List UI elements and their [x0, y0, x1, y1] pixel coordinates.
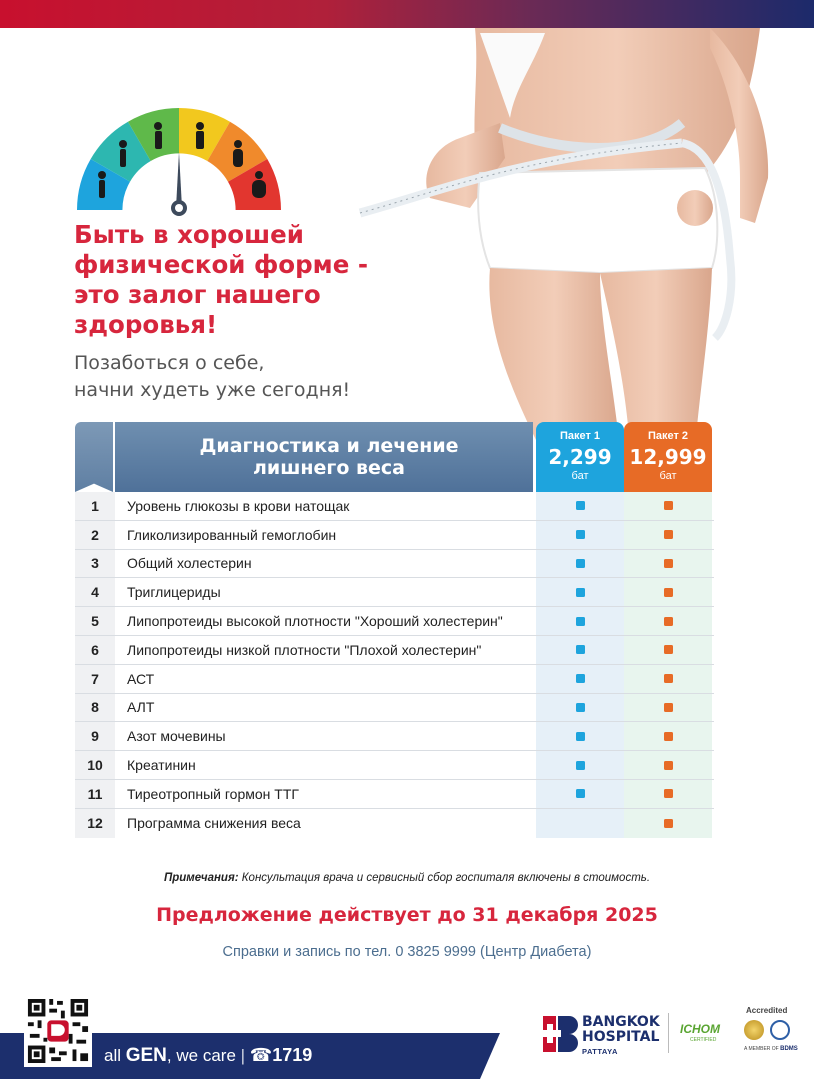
row-number: 3: [75, 550, 115, 578]
qr-code-icon[interactable]: [24, 995, 92, 1067]
package-2-included-icon: [664, 789, 673, 798]
package-1-cell: [536, 809, 624, 838]
row-number: 11: [75, 780, 115, 808]
package-2-included-icon: [664, 559, 673, 568]
accreditation-seal-icon: [770, 1020, 790, 1040]
footer-divider: [668, 1013, 669, 1053]
package-1-price: 2,299: [548, 445, 612, 469]
package-1-included-icon: [576, 703, 585, 712]
member-brand: BDMS: [780, 1046, 798, 1052]
package-2-cell: [624, 809, 712, 838]
footer-tagline: [104, 1045, 312, 1067]
package-1-cell: [536, 578, 624, 606]
package-1-included-icon: [576, 501, 585, 510]
row-number: 9: [75, 722, 115, 750]
package-1-included-icon: [576, 645, 585, 654]
table-title-line: Диагностика и лечение: [199, 435, 459, 457]
table-row: [75, 607, 714, 636]
package-1-included-icon: [576, 732, 585, 741]
row-number: 4: [75, 578, 115, 606]
package-2-cell: [624, 665, 712, 693]
test-name: Уровень глюкозы в крови натощак: [127, 497, 350, 514]
table-row: [75, 809, 714, 838]
test-name: Общий холестерин: [127, 555, 252, 572]
test-name: Гликолизированный гемоглобин: [127, 526, 337, 543]
row-number: 10: [75, 751, 115, 779]
test-name: АСТ: [127, 670, 155, 687]
package-1-cell: [536, 636, 624, 664]
note: [0, 872, 814, 884]
headline-line: это залог нашего: [74, 280, 321, 309]
package-1-name: Пакет 1: [559, 430, 601, 442]
test-name: Креатинин: [127, 757, 196, 774]
subheadline-line: начни худеть уже сегодня!: [74, 379, 351, 401]
row-number: 2: [75, 521, 115, 549]
package-1-included-icon: [576, 674, 585, 683]
package-1-included-icon: [576, 789, 585, 798]
table-row: [75, 578, 714, 607]
table-title-line: лишнего веса: [252, 457, 405, 479]
package-2-cell: [624, 636, 712, 664]
accredited-label: Accredited: [746, 1006, 788, 1015]
test-name: Триглицериды: [127, 584, 221, 601]
hospital-name-line: HOSPITAL: [582, 1029, 660, 1045]
table-row: [75, 636, 714, 665]
subheadline-line: Позаботься о себе,: [74, 352, 265, 374]
hotline-number[interactable]: ☎1719: [249, 1045, 313, 1065]
headline-line: физической форме -: [74, 250, 369, 279]
package-2-included-icon: [664, 703, 673, 712]
package-2-included-icon: [664, 645, 673, 654]
package-2-cell: [624, 722, 712, 750]
bangkok-hospital-logo-icon: [541, 1014, 581, 1058]
package-2-cell: [624, 521, 712, 549]
table-row: [75, 780, 714, 809]
table-header: [75, 422, 714, 492]
table-row: [75, 665, 714, 694]
test-name: Тиреотропный гормон ТТГ: [127, 785, 299, 802]
table-row: [75, 751, 714, 780]
row-number: 12: [75, 809, 115, 838]
table-row: [75, 492, 714, 521]
package-1-header: [536, 422, 624, 492]
ichom-logo: ICHOM: [680, 1022, 720, 1036]
subheadline: [74, 350, 374, 404]
package-2-cell: [624, 578, 712, 606]
model-with-measuring-tape-image: [300, 28, 814, 448]
headline-line: Быть в хорошей: [74, 220, 304, 249]
table-row: [75, 521, 714, 550]
package-2-included-icon: [664, 617, 673, 626]
member-prefix: A MEMBER OF: [744, 1046, 779, 1052]
jci-seal-icon: [744, 1020, 764, 1040]
package-2-cell: [624, 492, 712, 520]
tagline-brand: GEN: [125, 1045, 167, 1066]
package-1-included-icon: [576, 559, 585, 568]
table-row: [75, 722, 714, 751]
package-1-cell: [536, 607, 624, 635]
package-1-included-icon: [576, 617, 585, 626]
row-number: 8: [75, 694, 115, 722]
package-1-cell: [536, 492, 624, 520]
top-gradient-bar: [0, 0, 814, 28]
package-2-included-icon: [664, 501, 673, 510]
package-2-cell: [624, 751, 712, 779]
test-name: Программа снижения веса: [127, 815, 301, 832]
test-name: АЛТ: [127, 699, 155, 716]
table-title: [115, 422, 533, 492]
hospital-name: [582, 1015, 660, 1045]
contact-info: Справки и запись по тел. 0 3825 9999 (Центр Диабета): [222, 944, 592, 960]
package-1-cell: [536, 550, 624, 578]
package-1-cell: [536, 751, 624, 779]
table-header-number-column: [75, 422, 113, 492]
package-1-included-icon: [576, 761, 585, 770]
price-table: [75, 422, 714, 838]
package-1-cell: [536, 780, 624, 808]
bdms-member: [744, 1046, 798, 1052]
package-2-included-icon: [664, 819, 673, 828]
package-2-included-icon: [664, 674, 673, 683]
package-2-name: Пакет 2: [647, 430, 689, 442]
note-text: Консультация врача и сервисный сбор госпиталя включены в стоимость.: [238, 872, 651, 884]
ichom-certified: CERTIFIED: [690, 1037, 717, 1043]
row-number: 5: [75, 607, 115, 635]
package-2-included-icon: [664, 732, 673, 741]
hospital-branch: PATTAYA: [582, 1047, 618, 1056]
package-2-cell: [624, 607, 712, 635]
package-2-header: [624, 422, 712, 492]
package-2-cell: [624, 550, 712, 578]
note-label: Примечания:: [163, 872, 239, 884]
offer-text: Предложение действует до 31 декабря 2025: [156, 904, 658, 926]
package-1-included-icon: [576, 530, 585, 539]
table-row: [75, 550, 714, 579]
tagline-suffix: , we care: [166, 1046, 236, 1065]
package-1-cell: [536, 722, 624, 750]
package-2-price: 12,999: [629, 445, 707, 469]
table-body: [75, 492, 714, 838]
test-name: Липопротеиды низкой плотности "Плохой холестерин": [127, 641, 482, 658]
package-2-included-icon: [664, 761, 673, 770]
headline: [74, 220, 369, 340]
package-1-unit: бат: [571, 470, 589, 482]
test-name: Азот мочевины: [127, 728, 226, 745]
package-2-included-icon: [664, 588, 673, 597]
table-row: [75, 694, 714, 723]
package-1-cell: [536, 521, 624, 549]
package-1-cell: [536, 694, 624, 722]
bmi-gauge-icon: [72, 100, 287, 220]
row-number: 1: [75, 492, 115, 520]
headline-line: здоровья!: [74, 310, 218, 339]
hospital-name-line: BANGKOK: [582, 1014, 660, 1030]
row-number: 6: [75, 636, 115, 664]
test-name: Липопротеиды высокой плотности "Хороший холестерин": [127, 613, 503, 630]
package-1-included-icon: [576, 588, 585, 597]
package-2-included-icon: [664, 530, 673, 539]
row-number: 7: [75, 665, 115, 693]
tagline-prefix: all: [104, 1046, 126, 1065]
package-2-cell: [624, 780, 712, 808]
package-1-cell: [536, 665, 624, 693]
package-2-unit: бат: [659, 470, 677, 482]
tagline-separator: |: [240, 1046, 246, 1065]
package-2-cell: [624, 694, 712, 722]
